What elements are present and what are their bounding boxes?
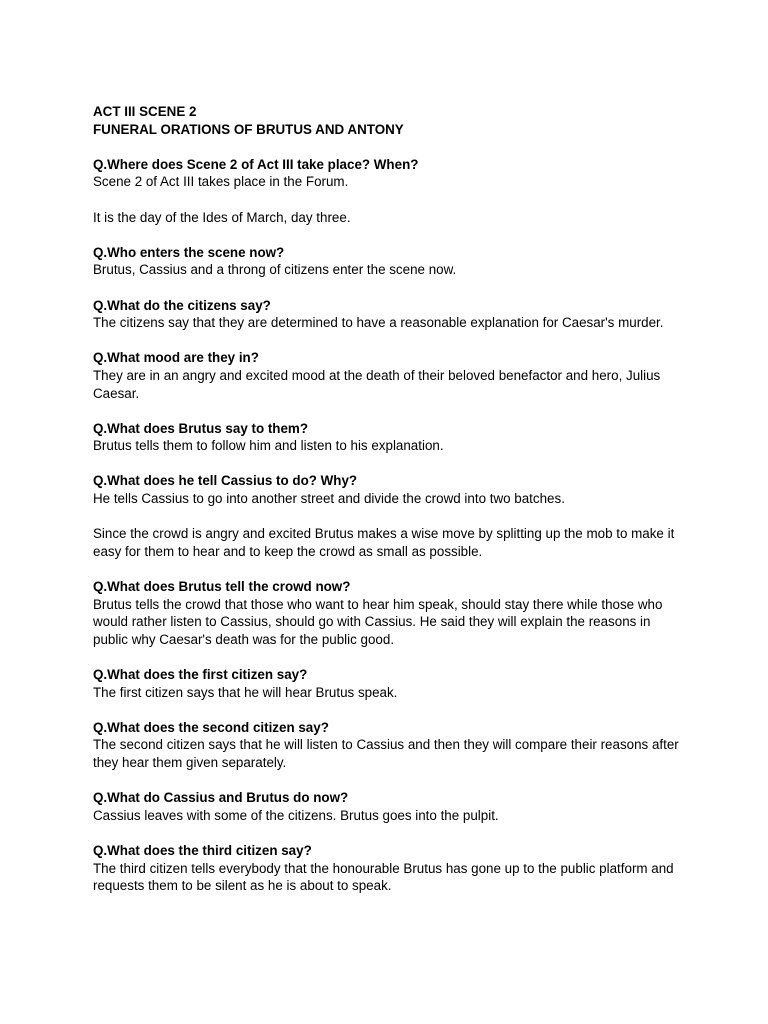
- qa-block: [93, 578, 683, 648]
- answer-text: Cassius leaves with some of the citizens. Brutus goes into the pulpit.: [93, 807, 499, 823]
- qa-block: [93, 719, 683, 772]
- question-text: Q.What does the first citizen say?: [93, 667, 308, 682]
- qa-block: [93, 420, 683, 455]
- act-scene-heading: ACT III SCENE 2: [93, 104, 197, 119]
- question-text: Q.What mood are they in?: [93, 350, 259, 366]
- qa-block: [93, 666, 683, 701]
- answer-extra-text: Since the crowd is angry and excited Brutus makes a wise move by splitting up the mob to make it easy for them to hear and to keep the crowd as small as possible.: [93, 526, 675, 559]
- question-text: Q.What does the third citizen say?: [93, 842, 312, 858]
- qa-block: [93, 789, 683, 824]
- question-text: Q.What do Cassius and Brutus do now?: [93, 790, 349, 806]
- qa-block: [93, 244, 683, 279]
- answer-text: The citizens say that they are determined to have a reasonable explanation for Caesar's murder.: [93, 315, 664, 331]
- question-text: Q.What does the second citizen say?: [93, 719, 329, 735]
- question-text: Q.Who enters the scene now?: [93, 244, 285, 260]
- answer-extra-text: It is the day of the Ides of March, day three.: [93, 209, 351, 225]
- answer-text: Scene 2 of Act III takes place in the Forum.: [93, 174, 349, 190]
- document-page: [93, 103, 683, 912]
- question-text: Q.What does Brutus tell the crowd now?: [93, 579, 351, 595]
- qa-block: [93, 349, 683, 402]
- answer-text: The third citizen tells everybody that the honourable Brutus has gone up to the public platform and requests them to be silent as he is about to speak.: [93, 860, 674, 894]
- question-text: Q.Where does Scene 2 of Act III take place? When?: [93, 156, 419, 172]
- answer-text: They are in an angry and excited mood at the death of their beloved benefactor and hero, Julius Caesar.: [93, 367, 661, 401]
- answer-text: The first citizen says that he will hear Brutus speak.: [93, 684, 398, 700]
- document-title: [93, 103, 683, 138]
- question-text: Q.What does Brutus say to them?: [93, 420, 309, 436]
- answer-text: He tells Cassius to go into another street and divide the crowd into two batches.: [93, 491, 565, 507]
- qa-block: [93, 842, 683, 895]
- answer-text: The second citizen says that he will listen to Cassius and then they will compare their reasons after they hear them given separately.: [93, 737, 679, 770]
- question-text: Q.What does he tell Cassius to do? Why?: [93, 473, 358, 489]
- qa-block: [93, 297, 683, 332]
- answer-text: Brutus, Cassius and a throng of citizens enter the scene now.: [93, 262, 457, 278]
- section-heading: FUNERAL ORATIONS OF BRUTUS AND ANTONY: [93, 121, 404, 137]
- answer-text: Brutus tells them to follow him and listen to his explanation.: [93, 438, 444, 454]
- answer-text: Brutus tells the crowd that those who want to hear him speak, should stay there while those who would rather listen to Cassius, should go with Cassius. He said they will explain the reasons in public why Caesar's death was for the public good.: [93, 596, 663, 647]
- qa-block: [93, 472, 683, 560]
- qa-block: [93, 156, 683, 226]
- question-text: Q.What do the citizens say?: [93, 297, 271, 313]
